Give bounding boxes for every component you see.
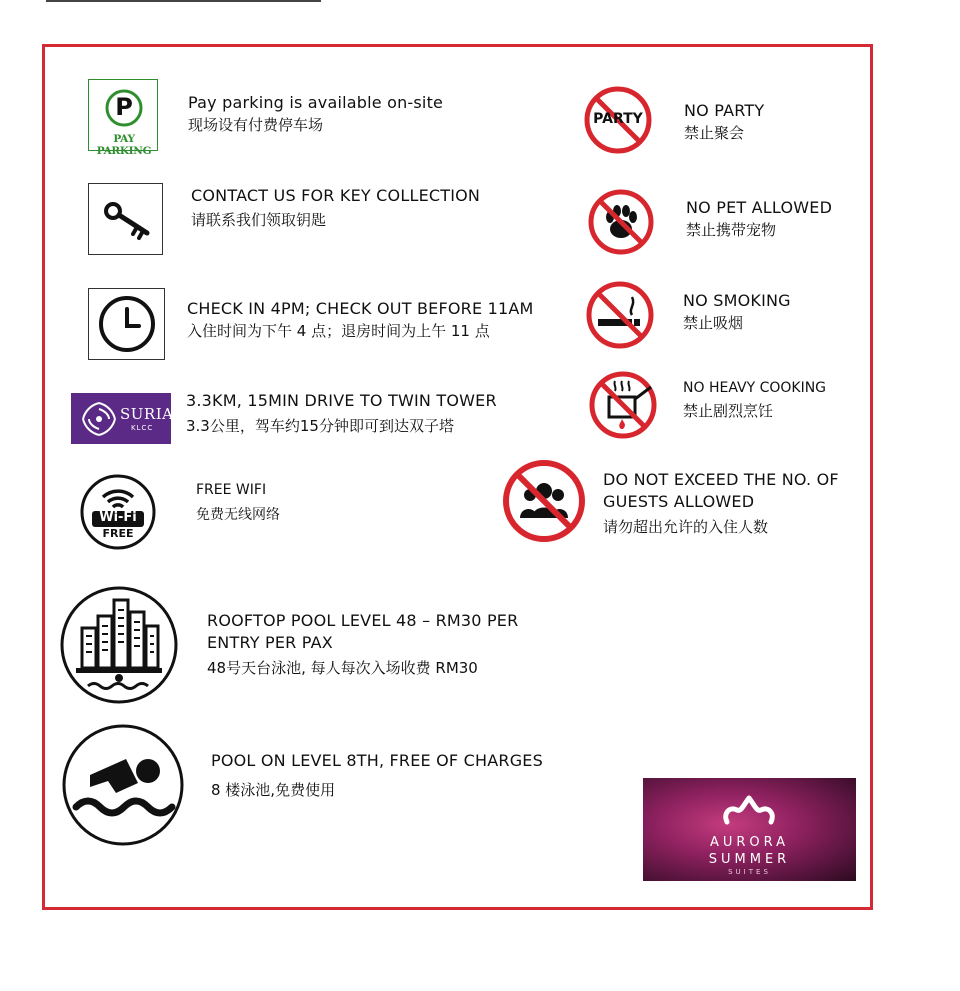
aurora-logo-line1: AURORA (709, 835, 790, 850)
parking-icon-label: PAY PARKING (96, 133, 152, 157)
suria-text-en: 3.3KM, 15MIN DRIVE TO TWIN TOWER (186, 391, 497, 410)
aurora-logo-line2: SUMMER (708, 852, 791, 867)
parking-text-en: Pay parking is available on-site (188, 93, 444, 112)
guests-text-en-1: DO NOT EXCEED THE NO. OF (603, 470, 839, 489)
pool8-info (211, 750, 543, 801)
checkin-text-zh: 入住时间为下午 4 点；退房时间为上午 11 点 (187, 322, 490, 340)
clock-icon (88, 288, 165, 360)
no-crowd-icon (501, 458, 587, 544)
aurora-logo-line3: SUITES (728, 868, 771, 876)
cooking-text-en: NO HEAVY COOKING (683, 380, 827, 396)
parking-icon-letter: P (115, 93, 133, 121)
pet-text-zh: 禁止携带宠物 (686, 221, 777, 239)
pool8-text-en: POOL ON LEVEL 8TH, FREE OF CHARGES (211, 751, 543, 770)
parking-info (188, 92, 443, 136)
no-smoking-icon (584, 279, 656, 351)
wifi-icon-sub: FREE (102, 527, 134, 540)
checkin-info (187, 298, 533, 342)
rooftop-text-en-2: ENTRY PER PAX (207, 633, 333, 652)
wifi-icon (79, 473, 157, 551)
wifi-icon-text: Wi-Fi (99, 510, 137, 525)
parking-icon (88, 79, 158, 157)
cooking-rule (683, 377, 826, 422)
suria-logo-sub: KLCC (131, 424, 154, 432)
party-rule (684, 100, 764, 144)
key-icon (88, 183, 163, 255)
no-cooking-icon (587, 369, 659, 441)
rooftop-info (207, 610, 518, 679)
key-info (191, 185, 480, 231)
suria-info (186, 390, 497, 437)
smoking-rule (683, 290, 791, 334)
smoking-text-zh: 禁止吸烟 (683, 314, 744, 332)
key-text-en: CONTACT US FOR KEY COLLECTION (191, 186, 481, 205)
pet-text-en: NO PET ALLOWED (686, 198, 833, 217)
party-text-en: NO PARTY (684, 101, 765, 120)
aurora-logo (643, 778, 856, 881)
pet-rule (686, 197, 832, 241)
suria-logo-name: SURIA (120, 405, 174, 423)
guests-text-zh: 请勿超出允许的入住人数 (603, 518, 769, 536)
wifi-text-en: FREE WIFI (196, 482, 267, 498)
no-party-icon-text: PARTY (593, 111, 643, 127)
key-text-zh: 请联系我们领取钥匙 (191, 211, 327, 229)
no-pet-icon (586, 187, 656, 257)
wifi-text-zh: 免费无线网络 (196, 507, 280, 523)
wifi-info (196, 479, 280, 526)
party-text-zh: 禁止聚会 (684, 124, 745, 142)
suria-klcc-logo (71, 393, 174, 444)
suria-text-zh: 3.3公里，驾车约15分钟即可到达双子塔 (186, 417, 454, 435)
top-rule (46, 0, 321, 2)
parking-text-zh: 现场设有付费停车场 (188, 116, 324, 134)
cooking-text-zh: 禁止剧烈烹饪 (683, 402, 774, 420)
no-party-icon (583, 85, 653, 155)
guests-rule (603, 469, 839, 538)
checkin-text-en: CHECK IN 4PM; CHECK OUT BEFORE 11AM (187, 299, 534, 318)
city-pool-icon (58, 586, 180, 704)
guests-text-en-2: GUESTS ALLOWED (603, 492, 755, 511)
rooftop-text-zh: 48号天台泳池, 每人每次入场收费 RM30 (207, 659, 478, 677)
rooftop-text-en-1: ROOFTOP POOL LEVEL 48 – RM30 PER (207, 611, 519, 630)
pool8-text-zh: 8 楼泳池,免费使用 (211, 781, 336, 799)
swimmer-icon (60, 723, 186, 847)
smoking-text-en: NO SMOKING (683, 291, 791, 310)
